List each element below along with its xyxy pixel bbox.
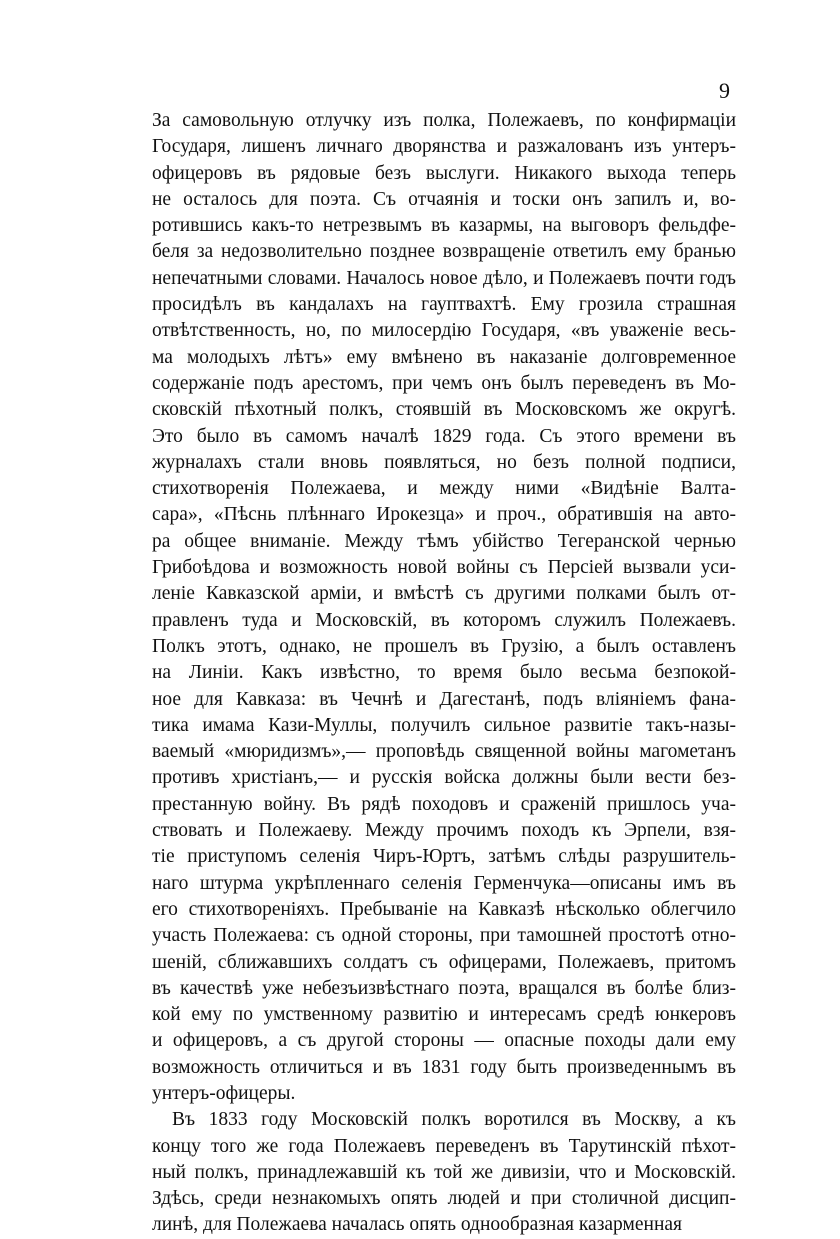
text-line: ра общее вниманіе. Между тѣмъ убійство Тегеранской чернью — [152, 530, 736, 552]
text-line: не осталось для поэта. Съ отчаянія и тоски онъ запилъ и, во- — [152, 188, 736, 210]
text-line: Здѣсь, среди незнакомыхъ опять людей и при столичной дисцип- — [152, 1188, 736, 1210]
text-line: наго штурма укрѣпленнаго селенія Герменчука—описаны имъ въ — [152, 872, 736, 894]
text-line: отвѣтственность, но, по милосердію Государя, «въ уваженіе весь- — [152, 320, 736, 342]
text-line: сковскій пѣхотный полкъ, стоявшій въ Московскомъ же округѣ. — [152, 399, 736, 421]
text-line: унтеръ-офицеры. — [152, 1082, 296, 1104]
text-line: ротившись какъ-то нетрезвымъ въ казармы, на выговоръ фельдфе- — [152, 215, 736, 237]
text-line: Государя, лишенъ личнаго дворянства и разжалованъ изъ унтеръ- — [152, 136, 736, 158]
text-line: Полкъ этотъ, однако, не прошелъ въ Грузію, а былъ оставленъ — [152, 635, 736, 657]
text-line: тіе приступомъ селенія Чиръ-Юртъ, затѣмъ слѣды разрушитель- — [152, 846, 736, 868]
text-line: просидѣлъ въ кандалахъ на гауптвахтѣ. Ему грозила страшная — [152, 294, 736, 316]
paragraph — [152, 108, 736, 1107]
text-line: Въ 1833 году Московскій полкъ воротился въ Москву, а къ — [172, 1109, 736, 1131]
text-line: въ качествѣ уже небезъизвѣстнаго поэта, вращался въ болѣе близ- — [152, 977, 736, 999]
text-line: на Линіи. Какъ извѣстно, то время было весьма безпокой- — [152, 662, 736, 684]
text-line: Это было въ самомъ началѣ 1829 года. Съ этого времени въ — [152, 425, 736, 447]
text-line: ма молодыхъ лѣтъ» ему вмѣнено въ наказаніе долговременное — [152, 346, 736, 368]
text-line: престанную войну. Въ рядѣ походовъ и сраженій пришлось уча- — [152, 793, 736, 815]
page-number: 9 — [719, 78, 730, 103]
text-line: ствовать и Полежаеву. Между прочимъ походъ къ Эрпели, взя- — [152, 820, 736, 842]
text-line: участь Полежаева: съ одной стороны, при тамошней простотѣ отно- — [152, 925, 736, 947]
body-text — [152, 108, 736, 1239]
text-line: журналахъ стали вновь появляться, но безъ полной подписи, — [152, 451, 736, 473]
text-line: беля за недозволительно позднее возвращеніе ответилъ ему бранью — [152, 241, 736, 263]
text-line: леніе Кавказской арміи, и вмѣстѣ съ другими полками былъ от- — [152, 583, 736, 605]
text-line: офицеровъ въ рядовые безъ выслуги. Никакого выхода теперь — [152, 162, 736, 184]
text-line: линѣ, для Полежаева началась опять однообразная казарменная — [152, 1214, 683, 1236]
text-line: За самовольную отлучку изъ полка, Полежаевъ, по конфирмаціи — [152, 110, 736, 131]
text-line: правленъ туда и Московскій, въ которомъ служилъ Полежаевъ. — [152, 609, 736, 631]
text-line: противъ христіанъ,— и русскія войска должны были вести без- — [152, 767, 736, 789]
text-line: Грибоѣдова и возможность новой войны съ Персіей вызвали уси- — [152, 557, 736, 579]
text-line: сара», «Пѣснь плѣннаго Ирокезца» и проч., обратившія на авто- — [152, 504, 736, 526]
text-line: шеній, сближавшихъ солдатъ съ офицерами, Полежаевъ, притомъ — [152, 951, 736, 973]
text-line: ное для Кавказа: въ Чечнѣ и Дагестанѣ, подъ вліяніемъ фана- — [152, 688, 736, 710]
text-line: концу того же года Полежаевъ переведенъ въ Тарутинскій пѣхот- — [152, 1135, 736, 1157]
paragraph — [152, 1107, 736, 1238]
text-line: непечатными словами. Началось новое дѣло, и Полежаевъ почти годъ — [152, 267, 736, 289]
text-line: кой ему по умственному развитію и интересамъ средѣ юнкеровъ — [152, 1004, 736, 1026]
text-line: стихотворенія Полежаева, и между ними «Видѣніе Валта- — [152, 478, 736, 500]
text-line: тика имама Кази-Муллы, получилъ сильное развитіе такъ-назы- — [152, 714, 736, 736]
text-line: ваемый «мюридизмъ»,— проповѣдь священной войны магометанъ — [152, 741, 736, 763]
text-line: его стихотвореніяхъ. Пребываніе на Кавказѣ нѣсколько облегчило — [152, 898, 736, 920]
text-line: и офицеровъ, а съ другой стороны — опасные походы дали ему — [152, 1030, 736, 1052]
text-line: возможность отличиться и въ 1831 году быть произведеннымъ въ — [152, 1056, 736, 1078]
text-line: содержаніе подъ арестомъ, при чемъ онъ былъ переведенъ въ Мо- — [152, 372, 736, 394]
text-line: ный полкъ, принадлежавшій къ той же дивизіи, что и Московскій. — [152, 1161, 736, 1183]
